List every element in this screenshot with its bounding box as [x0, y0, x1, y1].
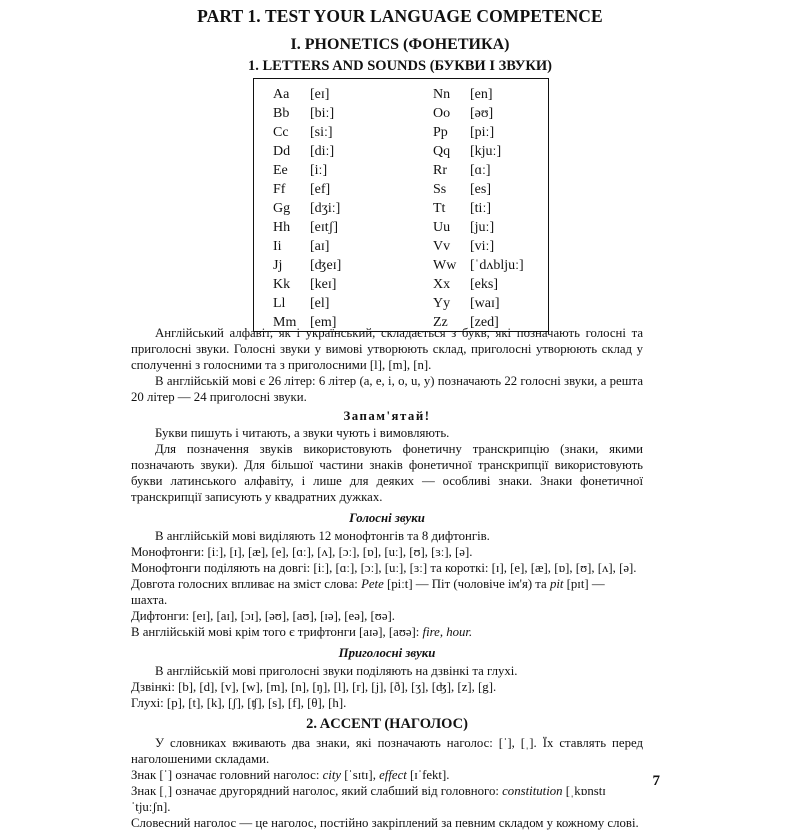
alphabet-row	[273, 161, 341, 180]
alphabet-row	[273, 237, 341, 256]
letter-pair: Ll	[273, 296, 286, 311]
paragraph: В англійській мові приголосні звуки поділяють на дзвінкі та глухі.	[155, 664, 518, 678]
letter-transcription: [diː]	[310, 144, 335, 159]
letter-pair: Ss	[433, 182, 447, 197]
text-span: [piːt] — Піт (чоловіче ім'я) та	[383, 577, 550, 591]
paragraph: Монофтонги поділяють на довгі: [iː], [ɑː], [ɔː], [uː], [ɜː] та короткі: [ɪ], [e], [æ], [ɒ], [ʊ], [ʌ], [ə].	[131, 561, 637, 575]
alphabet-row	[433, 161, 524, 180]
text-span: [ɪˈfekt].	[406, 768, 450, 782]
letter-pair: Gg	[273, 201, 291, 216]
alphabet-row	[273, 294, 341, 313]
example-word: pit	[549, 577, 564, 591]
alphabet-row	[273, 256, 341, 275]
alphabet-column-left	[273, 85, 341, 332]
paragraph	[131, 576, 643, 608]
alphabet-row	[273, 180, 341, 199]
letter-transcription: [tiː]	[470, 201, 491, 216]
letter-transcription: [piː]	[470, 125, 495, 140]
alphabet-row	[433, 275, 524, 294]
example-word: constitution	[502, 784, 563, 798]
alphabet-row	[433, 142, 524, 161]
text-span: Знак [ˌ] означає другорядний наголос, який слабший від головного:	[131, 784, 503, 798]
letter-pair: Hh	[273, 220, 291, 235]
alphabet-row	[433, 199, 524, 218]
paragraph: Дзвінкі: [b], [d], [v], [w], [m], [n], [ŋ], [l], [r], [j], [ð], [ʒ], [ʤ], [z], [g].	[131, 680, 497, 694]
alphabet-row	[433, 123, 524, 142]
alphabet-row	[273, 218, 341, 237]
alphabet-row	[433, 218, 524, 237]
remember-heading: Запам'ятай!	[343, 409, 431, 423]
vowels-heading: Голосні звуки	[349, 511, 425, 525]
letter-pair: Uu	[433, 220, 451, 235]
alphabet-row	[273, 85, 341, 104]
letter-transcription: [ˈdʌbljuː]	[470, 258, 524, 273]
letter-transcription: [ef]	[310, 182, 331, 197]
example-word: effect	[379, 768, 407, 782]
page-number: 7	[652, 773, 660, 789]
letter-pair: Ee	[273, 163, 288, 178]
letter-transcription: [waɪ]	[470, 296, 500, 311]
letter-pair: Dd	[273, 144, 291, 159]
paragraph: Монофтонги: [iː], [ɪ], [æ], [e], [ɑː], [ʌ], [ɔː], [ɒ], [uː], [ʊ], [ɜː], [ə].	[131, 545, 473, 559]
letter-pair: Rr	[433, 163, 447, 178]
text-span: [ˈsɪtɪ],	[341, 768, 380, 782]
paragraph	[131, 624, 643, 640]
example-word: fire, hour.	[422, 625, 473, 639]
alphabet-table	[253, 78, 549, 332]
text-span: В англійській мові крім того є трифтонги [aɪə], [aʊə]:	[131, 625, 423, 639]
text-span: [pɪt] — шахта.	[131, 577, 605, 607]
letter-transcription: [iː]	[310, 163, 328, 178]
text-span: [ˌkɒnstɪˈtjuːʃn].	[131, 784, 606, 814]
letter-transcription: [zed]	[470, 315, 499, 330]
letter-pair: Xx	[433, 277, 451, 292]
letter-transcription: [əʊ]	[470, 106, 494, 121]
alphabet-row	[273, 199, 341, 218]
letter-transcription: [eks]	[470, 277, 498, 292]
letter-transcription: [dʒiː]	[310, 201, 341, 216]
section-heading: I. PHONETICS (ФОНЕТИКА)	[290, 36, 510, 53]
letter-pair: Cc	[273, 125, 289, 140]
alphabet-row	[273, 275, 341, 294]
letter-transcription: [biː]	[310, 106, 335, 121]
paragraph: У словниках вживають два знаки, які позначають наголос: [ˈ], [ˌ]. Їх ставлять перед наголошеними складами.	[131, 736, 643, 766]
paragraph: В англійській мові є 26 літер: 6 літер (a, e, i, o, u, y) позначають 22 голосні звуки, а решта 20 літер — 24 приголосні звуки.	[131, 374, 643, 404]
alphabet-row	[433, 256, 524, 275]
paragraph	[131, 767, 643, 783]
alphabet-row	[433, 85, 524, 104]
letter-transcription: [ʤeɪ]	[310, 258, 342, 273]
letter-pair: Mm	[273, 315, 297, 330]
letter-pair: Ww	[433, 258, 457, 273]
alphabet-row	[273, 104, 341, 123]
accent-heading: 2. ACCENT (НАГОЛОС)	[306, 716, 468, 732]
letter-pair: Yy	[433, 296, 451, 311]
letter-pair: Oo	[433, 106, 451, 121]
letter-pair: Qq	[433, 144, 451, 159]
letter-transcription: [em]	[310, 315, 337, 330]
letter-transcription: [viː]	[470, 239, 495, 254]
letter-transcription: [kjuː]	[470, 144, 502, 159]
alphabet-row	[273, 123, 341, 142]
letter-pair: Ff	[273, 182, 286, 197]
alphabet-row	[433, 294, 524, 313]
letter-transcription: [en]	[470, 87, 493, 102]
consonants-heading: Приголосні звуки	[338, 646, 436, 660]
paragraph: Для позначення звуків використовують фонетичну транскрипцію (знаки, якими позначають звуки). Для більшої частини знаків фонетичної транскрипції використовують букви латинського алфавіту, і лише для деяких — особливі знаки. Знаки фонетичної транскрипції записують у квадратних дужках.	[131, 442, 643, 504]
alphabet-row	[433, 180, 524, 199]
letter-pair: Nn	[433, 87, 451, 102]
paragraph: Букви пишуть і читають, а звуки чують і вимовляють.	[155, 426, 450, 440]
body-text	[131, 325, 643, 831]
paragraph: Глухі: [p], [t], [k], [ʃ], [ʧ], [s], [f], [θ], [h].	[131, 696, 347, 710]
letter-pair: Jj	[273, 258, 283, 273]
letter-pair: Tt	[433, 201, 446, 216]
letter-transcription: [keɪ]	[310, 277, 337, 292]
subsection-heading: 1. LETTERS AND SOUNDS (БУКВИ І ЗВУКИ)	[247, 58, 553, 74]
alphabet-row	[433, 237, 524, 256]
letter-pair: Kk	[273, 277, 291, 292]
letter-transcription: [ɑː]	[470, 163, 491, 178]
paragraph: Дифтонги: [eɪ], [aɪ], [ɔɪ], [əʊ], [aʊ], [ɪə], [eə], [ʊə].	[131, 609, 395, 623]
text-span: Довгота голосних впливає на зміст слова:	[131, 577, 362, 591]
letter-pair: Vv	[433, 239, 451, 254]
alphabet-row	[433, 104, 524, 123]
letter-pair: Pp	[433, 125, 448, 140]
letter-transcription: [eɪtʃ]	[310, 220, 338, 235]
letter-transcription: [es]	[470, 182, 491, 197]
paragraph	[131, 783, 643, 815]
example-word: Pete	[361, 577, 384, 591]
letter-transcription: [siː]	[310, 125, 333, 140]
paragraph: В англійській мові виділяють 12 монофтонгів та 8 дифтонгів.	[155, 529, 490, 543]
letter-transcription: [el]	[310, 296, 330, 311]
letter-transcription: [juː]	[470, 220, 495, 235]
text-span: Знак [ˈ] означає головний наголос:	[131, 768, 323, 782]
letter-pair: Aa	[273, 87, 290, 102]
part-heading: PART 1. TEST YOUR LANGUAGE COMPETENCE	[197, 6, 603, 26]
paragraph: Словесний наголос — це наголос, постійно закріплений за певним складом у кожному слові.	[131, 816, 639, 830]
paragraph: Англійський алфавіт, як і український, складається з букв, які позначають голосні та приголосні звуки. Голосні звуки у вимові утворюють склад, приголосні утворюють склад у сполученні з голосними та з приголосними [l], [m], [n].	[131, 326, 643, 372]
letter-transcription: [eɪ]	[310, 87, 330, 102]
example-word: city	[322, 768, 342, 782]
letter-transcription: [aɪ]	[310, 239, 330, 254]
letter-pair: Ii	[273, 239, 282, 254]
letter-pair: Zz	[433, 315, 448, 330]
alphabet-row	[273, 142, 341, 161]
alphabet-column-right	[433, 85, 524, 332]
letter-pair: Bb	[273, 106, 290, 121]
